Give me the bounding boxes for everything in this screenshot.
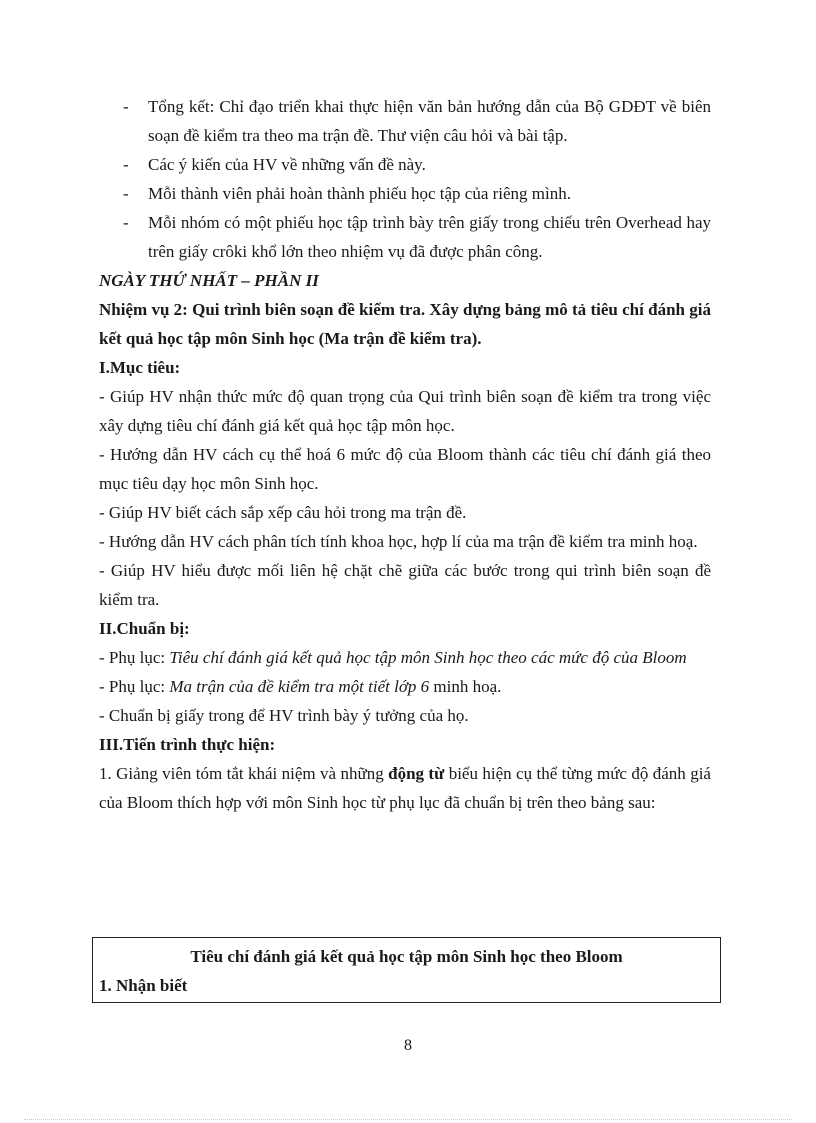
bullet-item: [99, 150, 711, 179]
process-text-after: biểu hiện cụ thể từng mức độ đánh giá của Bloom thích hợp với môn Sinh học từ phụ lục đã chuẩn bị trên theo bảng sau:: [99, 764, 711, 812]
appendix-prefix: - Phụ lục:: [99, 648, 170, 667]
page-content: [99, 92, 711, 817]
bullet-item: [99, 179, 711, 208]
page-number: 8: [404, 1037, 412, 1054]
appendix-prefix: - Phụ lục:: [99, 677, 170, 696]
goal-item: - Hướng dẫn HV cách cụ thể hoá 6 mức độ của Bloom thành các tiêu chí đánh giá theo mục tiêu dạy học môn Sinh học.: [99, 445, 711, 493]
bullet-text: Mỗi nhóm có một phiếu học tập trình bày trên giấy trong chiếu trên Overhead hay trên giấy crôki khổ lớn theo nhiệm vụ đã được phân công.: [148, 213, 711, 261]
bullet-text: Mỗi thành viên phải hoàn thành phiếu học tập của riêng mình.: [148, 184, 572, 203]
process-paragraph: [99, 759, 711, 817]
prep-appendix-2: [99, 672, 711, 701]
bullet-text: Các ý kiến của HV về những vấn đề này.: [148, 155, 426, 174]
prep-item: - Chuẩn bị giấy trong để HV trình bày ý tưởng của họ.: [99, 706, 469, 725]
appendix-title: Tiêu chí đánh giá kết quả học tập môn Sinh học theo các mức độ của Bloom: [169, 648, 687, 667]
goal-item: - Giúp HV hiểu được mối liên hệ chặt chẽ giữa các bước trong qui trình biên soạn đề kiểm tra.: [99, 561, 711, 609]
bullet-text: Tổng kết: Chỉ đạo triển khai thực hiện văn bản hướng dẫn của Bộ GDĐT về biên soạn đề kiểm tra theo ma trận đề. Thư viện câu hỏi và bài tập.: [148, 97, 711, 145]
appendix-suffix: minh hoạ.: [429, 677, 502, 696]
goals-heading: I.Mục tiêu:: [99, 358, 181, 377]
bullet-dash: -: [123, 184, 129, 203]
goal-item: - Giúp HV biết cách sắp xếp câu hỏi trong ma trận đề.: [99, 503, 467, 522]
prep-appendix-1: [99, 643, 711, 672]
bloom-criteria-table: [92, 937, 721, 1003]
section-heading: NGÀY THỨ NHẤT – PHẦN II: [99, 271, 319, 290]
page-bottom-divider: [24, 1119, 792, 1120]
goal-item: - Giúp HV nhận thức mức độ quan trọng của Qui trình biên soạn đề kiểm tra trong việc xây dựng tiêu chí đánh giá kết quả học tập môn học.: [99, 387, 711, 435]
table-row-label: 1. Nhận biết: [99, 976, 188, 995]
table-title: Tiêu chí đánh giá kết quả học tập môn Sinh học theo Bloom: [190, 947, 623, 966]
task-title: Nhiệm vụ 2: Qui trình biên soạn đề kiểm tra. Xây dựng bảng mô tả tiêu chí đánh giá kết quả học tập môn Sinh học (Ma trận đề kiểm tra).: [99, 300, 711, 348]
process-text-before: 1. Giảng viên tóm tắt khái niệm và những: [99, 764, 389, 783]
prep-heading: II.Chuẩn bị:: [99, 619, 190, 638]
bullet-dash: -: [123, 213, 129, 232]
bullet-item: [99, 208, 711, 266]
goal-item: - Hướng dẫn HV cách phân tích tính khoa học, hợp lí của ma trận đề kiểm tra minh hoạ.: [99, 532, 698, 551]
bullet-dash: -: [123, 155, 129, 174]
bullet-dash: -: [123, 97, 129, 116]
bullet-item: [99, 92, 711, 150]
process-heading: III.Tiến trình thực hiện:: [99, 735, 276, 754]
appendix-title: Ma trận của đề kiểm tra một tiết lớp 6: [169, 677, 430, 696]
process-text-bold: động từ: [388, 764, 445, 783]
